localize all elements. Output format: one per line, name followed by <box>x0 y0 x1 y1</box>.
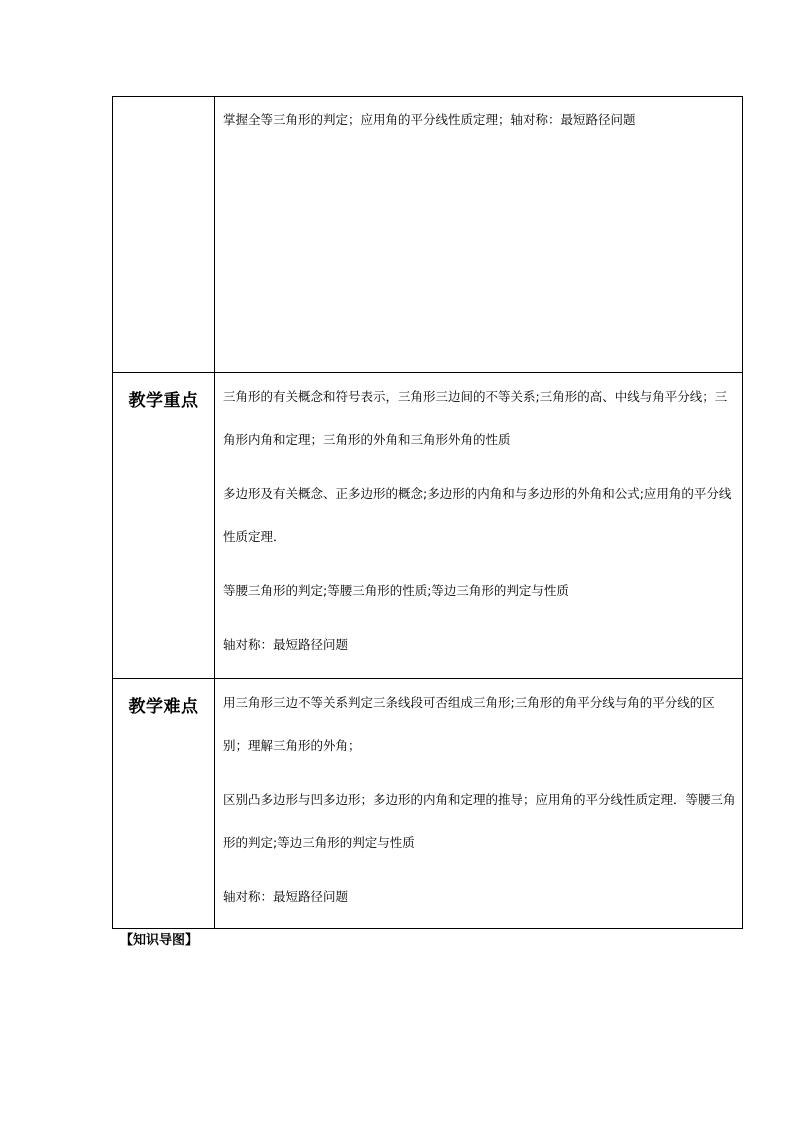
content-paragraph: 等腰三角形的判定;等腰三角形的性质;等边三角形的判定与性质 <box>223 583 569 598</box>
row-label-cell <box>113 97 215 373</box>
row-content-cell <box>215 373 743 679</box>
row-content-cell <box>215 97 743 373</box>
table-row <box>113 97 743 373</box>
section-heading: 【知识导图】 <box>120 933 199 948</box>
row-label-cell <box>113 373 215 679</box>
content-paragraph: 区别凸多边形与凹多边形；多边形的内角和定理的推导；应用角的平分线性质定理．等腰三角形的判定;等边三角形的判定与性质 <box>223 792 736 850</box>
row-content-cell <box>215 679 743 929</box>
lesson-plan-table <box>112 96 743 929</box>
row-label-difficulties: 教学难点 <box>128 697 199 717</box>
row-label <box>113 97 214 110</box>
content-paragraph: 轴对称：最短路径问题 <box>223 637 349 652</box>
row-label-cell <box>113 679 215 929</box>
content-paragraph: 用三角形三边不等关系判定三条线段可否组成三角形;三角形的角平分线与角的平分线的区别；理解三角形的外角； <box>223 695 715 753</box>
table-row <box>113 373 743 679</box>
content-paragraph: 多边形及有关概念、正多边形的概念;多边形的内角和与多边形的外角和公式;应用角的平分线性质定理． <box>223 486 732 544</box>
content-paragraph: 掌握全等三角形的判定；应用角的平分线性质定理；轴对称：最短路径问题 <box>223 112 636 127</box>
content-paragraph: 三角形的有关概念和符号表示，三角形三边间的不等关系;三角形的高、中线与角平分线；三角形内角和定理；三角形的外角和三角形外角的性质 <box>223 389 728 447</box>
table-row <box>113 679 743 929</box>
row-label-key-points: 教学重点 <box>128 391 199 411</box>
content-paragraph: 轴对称：最短路径问题 <box>223 889 349 904</box>
